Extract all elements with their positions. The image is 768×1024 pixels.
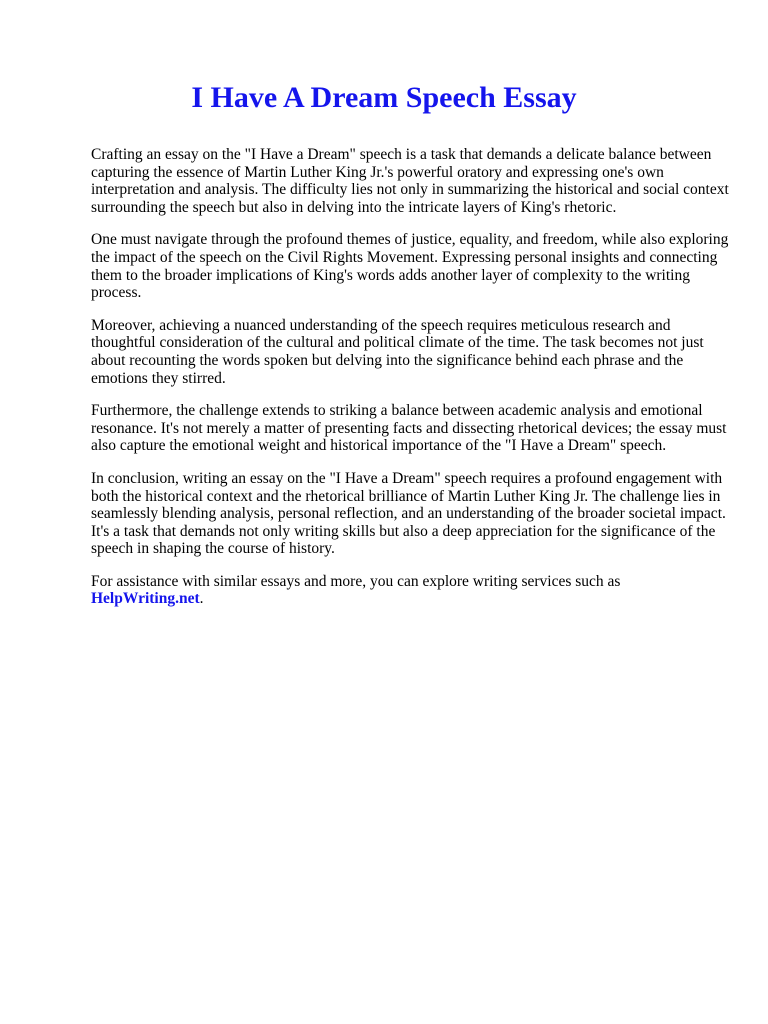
paragraph-4: Furthermore, the challenge extends to striking a balance between academic analysis and emotional resonance. It's not merely a matter of presenting facts and dissecting rhetorical devices; the essay must also capture the emotional weight and historical importance of the "I Have a Dream" speech.: [91, 402, 727, 455]
paragraph-3: Moreover, achieving a nuanced understanding of the speech requires meticulous research and thoughtful consideration of the cultural and political climate of the time. The task becomes not just about recounting the words spoken but delving into the significance behind each phrase and the emotions they stirred.: [91, 316, 704, 387]
paragraph-1: Crafting an essay on the "I Have a Dream" speech is a task that demands a delicate balance between capturing the essence of Martin Luther King Jr.'s powerful oratory and expressing one's own interpretation and analysis. The difficulty lies not only in summarizing the historical and social context surrounding the speech but also in delving into the intricate layers of King's rhetoric.: [91, 146, 729, 216]
paragraph-5: In conclusion, writing an essay on the "I Have a Dream" speech requires a profound engagement with both the historical context and the rhetorical brilliance of Martin Luther King Jr. The challenge lies in seamlessly blending analysis, personal reflection, and an understanding of the broader societal impact. It's a task that demands not only writing skills but also a deep appreciation for the significance of the speech in shaping the course of history.: [91, 469, 726, 558]
closing-period: .: [199, 590, 204, 608]
page-title: I Have A Dream Speech Essay: [191, 81, 577, 114]
closing-paragraph: [91, 573, 731, 608]
helpwriting-link[interactable]: HelpWriting.net: [91, 590, 200, 608]
essay-body: [91, 146, 731, 623]
closing-text: For assistance with similar essays and more, you can explore writing services such as: [91, 572, 621, 590]
paragraph-2: One must navigate through the profound themes of justice, equality, and freedom, while also exploring the impact of the speech on the Civil Rights Movement. Expressing personal insights and connecting them to the broader implications of King's words adds another layer of complexity to the writing process.: [91, 231, 729, 302]
